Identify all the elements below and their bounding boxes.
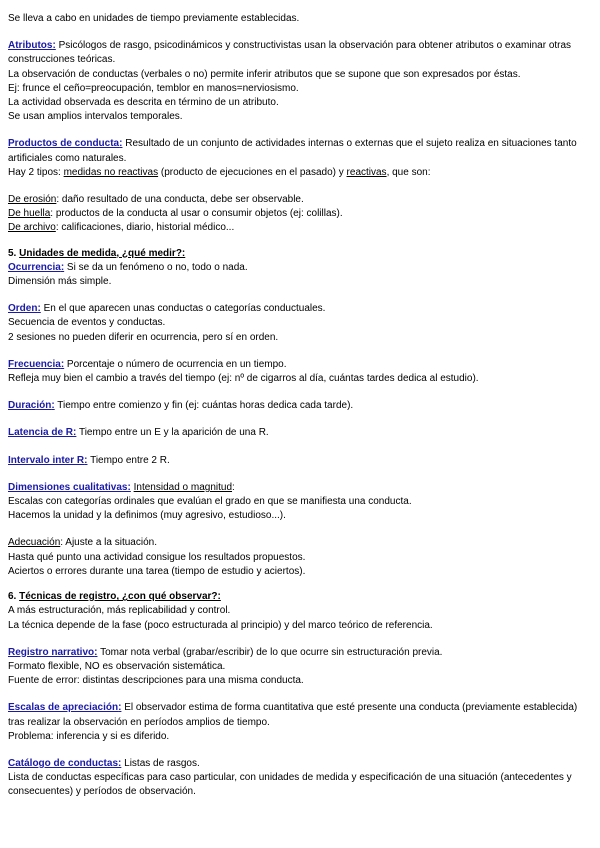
frecuencia-line: Refleja muy bien el cambio a través del tiempo (ej: nº de cigarros al día, cuántas tardes dedica al estudio). bbox=[8, 373, 479, 385]
frecuencia-paragraph bbox=[8, 358, 592, 386]
seccion-6-heading: 6. Técnicas de registro, ¿con qué observar?: bbox=[8, 591, 221, 603]
seccion-6-line: A más estructuración, más replicabilidad y control. bbox=[8, 605, 231, 617]
orden-paragraph bbox=[8, 302, 592, 345]
atributos-line: La observación de conductas (verbales o no) permite inferir atributos que se supone que son expresados por éstas. bbox=[8, 68, 521, 80]
ocurrencia-term: Ocurrencia: bbox=[8, 261, 65, 273]
tipo-erosion: De erosión: daño resultado de una conducta, debe ser observable. bbox=[8, 194, 304, 206]
atributos-line: Se usan amplios intervalos temporales. bbox=[8, 111, 183, 123]
intensidad-subterm: Intensidad o magnitud bbox=[133, 481, 233, 493]
cualitativas-definition: Dimensiones cualitativas: Intensidad o magnitud: bbox=[8, 481, 235, 493]
intervalo-definition: Intervalo inter R: Tiempo entre 2 R. bbox=[8, 454, 170, 466]
cualitativas-term: Dimensiones cualitativas: bbox=[8, 481, 131, 493]
intro-text: Se lleva a cabo en unidades de tiempo previamente establecidas. bbox=[8, 13, 300, 24]
latencia-term: Latencia de R: bbox=[8, 427, 77, 439]
frecuencia-definition: Frecuencia: Porcentaje o número de ocurrencia en un tiempo. bbox=[8, 358, 287, 370]
tipo-archivo: De archivo: calificaciones, diario, historial médico... bbox=[8, 222, 235, 234]
seccion-6-line: La técnica depende de la fase (poco estructurada al principio) y del marco teórico de referencia. bbox=[8, 619, 433, 631]
narrativo-paragraph bbox=[8, 646, 592, 689]
catalogo-line: Lista de conductas específicas para caso particular, con unidades de medida y especificación de una situación (antecedentes y consecuentes) y períodos de observación. bbox=[8, 772, 572, 798]
narrativo-line: Fuente de error: distintas descripciones para una misma conducta. bbox=[8, 675, 304, 687]
narrativo-term: Registro narrativo: bbox=[8, 646, 98, 658]
escalas-term: Escalas de apreciación: bbox=[8, 702, 122, 714]
adecuacion-definition: Adecuación: Ajuste a la situación. bbox=[8, 537, 157, 549]
narrativo-definition: Registro narrativo: Tomar nota verbal (grabar/escribir) de lo que ocurre sin estructuración previa. bbox=[8, 646, 443, 658]
seccion-6 bbox=[8, 590, 592, 633]
catalogo-term: Catálogo de conductas: bbox=[8, 757, 122, 769]
seccion-5 bbox=[8, 247, 592, 290]
escalas-definition: Escalas de apreciación: El observador estima de forma cuantitativa que esté presente una conducta (previamente establecida) tras realizar la observación en períodos amplios de tiempo. bbox=[8, 702, 578, 728]
duracion-term: Duración: bbox=[8, 400, 55, 412]
orden-line: Secuencia de eventos y conductas. bbox=[8, 317, 166, 329]
intro-paragraph bbox=[8, 12, 592, 26]
cualitativas-line: Escalas con categorías ordinales que evalúan el grado en que se manifiesta una conducta. bbox=[8, 496, 412, 508]
atributos-term: Atributos: bbox=[8, 40, 56, 52]
escalas-line: Problema: inferencia y si es diferido. bbox=[8, 730, 170, 742]
atributos-definition: Atributos: Psicólogos de rasgo, psicodinámicos y constructivistas usan la observación para obtener atributos o examinar otras construcciones teóricas. bbox=[8, 40, 572, 66]
latencia-paragraph bbox=[8, 426, 592, 440]
tipos-list bbox=[8, 193, 592, 236]
productos-term: Productos de conducta: bbox=[8, 138, 123, 150]
orden-line: 2 sesiones no pueden diferir en ocurrencia, pero sí en orden. bbox=[8, 331, 279, 343]
productos-paragraph bbox=[8, 137, 592, 180]
atributos-line: Ej: frunce el ceño=preocupación, temblor en manos=nerviosismo. bbox=[8, 82, 299, 94]
seccion-5-heading: 5. Unidades de medida, ¿qué medir?: bbox=[8, 247, 186, 259]
duracion-definition: Duración: Tiempo entre comienzo y fin (ej: cuántas horas dedica cada tarde). bbox=[8, 400, 354, 412]
medidas-reactivas: reactivas bbox=[346, 166, 387, 178]
escalas-paragraph bbox=[8, 701, 592, 744]
ocurrencia-line: Ocurrencia: Si se da un fenómeno o no, todo o nada. bbox=[8, 261, 248, 273]
productos-definition: Productos de conducta: Resultado de un conjunto de actividades internas o externas que el sujeto realiza en situaciones tanto artificiales como naturales. bbox=[8, 138, 577, 164]
narrativo-line: Formato flexible, NO es observación sistemática. bbox=[8, 660, 226, 672]
productos-types-line: Hay 2 tipos: medidas no reactivas (producto de ejecuciones en el pasado) y reactivas, que son: bbox=[8, 166, 431, 178]
cualitativas-paragraph bbox=[8, 481, 592, 524]
adecuacion-line: Hasta qué punto una actividad consigue los resultados propuestos. bbox=[8, 551, 306, 563]
atributos-line: La actividad observada es descrita en término de un atributo. bbox=[8, 97, 279, 109]
orden-term: Orden: bbox=[8, 303, 41, 315]
tipo-huella: De huella: productos de la conducta al usar o consumir objetos (ej: colillas). bbox=[8, 208, 343, 220]
intervalo-paragraph bbox=[8, 454, 592, 468]
intervalo-term: Intervalo inter R: bbox=[8, 454, 88, 466]
latencia-definition: Latencia de R: Tiempo entre un E y la aparición de una R. bbox=[8, 427, 269, 439]
adecuacion-paragraph bbox=[8, 536, 592, 579]
atributos-paragraph bbox=[8, 39, 592, 124]
ocurrencia-line: Dimensión más simple. bbox=[8, 276, 112, 288]
duracion-paragraph bbox=[8, 399, 592, 413]
orden-definition: Orden: En el que aparecen unas conductas o categorías conductuales. bbox=[8, 303, 326, 315]
adecuacion-line: Aciertos o errores durante una tarea (tiempo de estudio y aciertos). bbox=[8, 565, 306, 577]
adecuacion-term: Adecuación bbox=[8, 537, 61, 549]
frecuencia-term: Frecuencia: bbox=[8, 358, 65, 370]
catalogo-definition: Catálogo de conductas: Listas de rasgos. bbox=[8, 757, 200, 769]
catalogo-paragraph bbox=[8, 757, 592, 800]
cualitativas-line: Hacemos la unidad y la definimos (muy agresivo, estudioso...). bbox=[8, 510, 286, 522]
medidas-no-reactivas: medidas no reactivas bbox=[63, 166, 159, 178]
